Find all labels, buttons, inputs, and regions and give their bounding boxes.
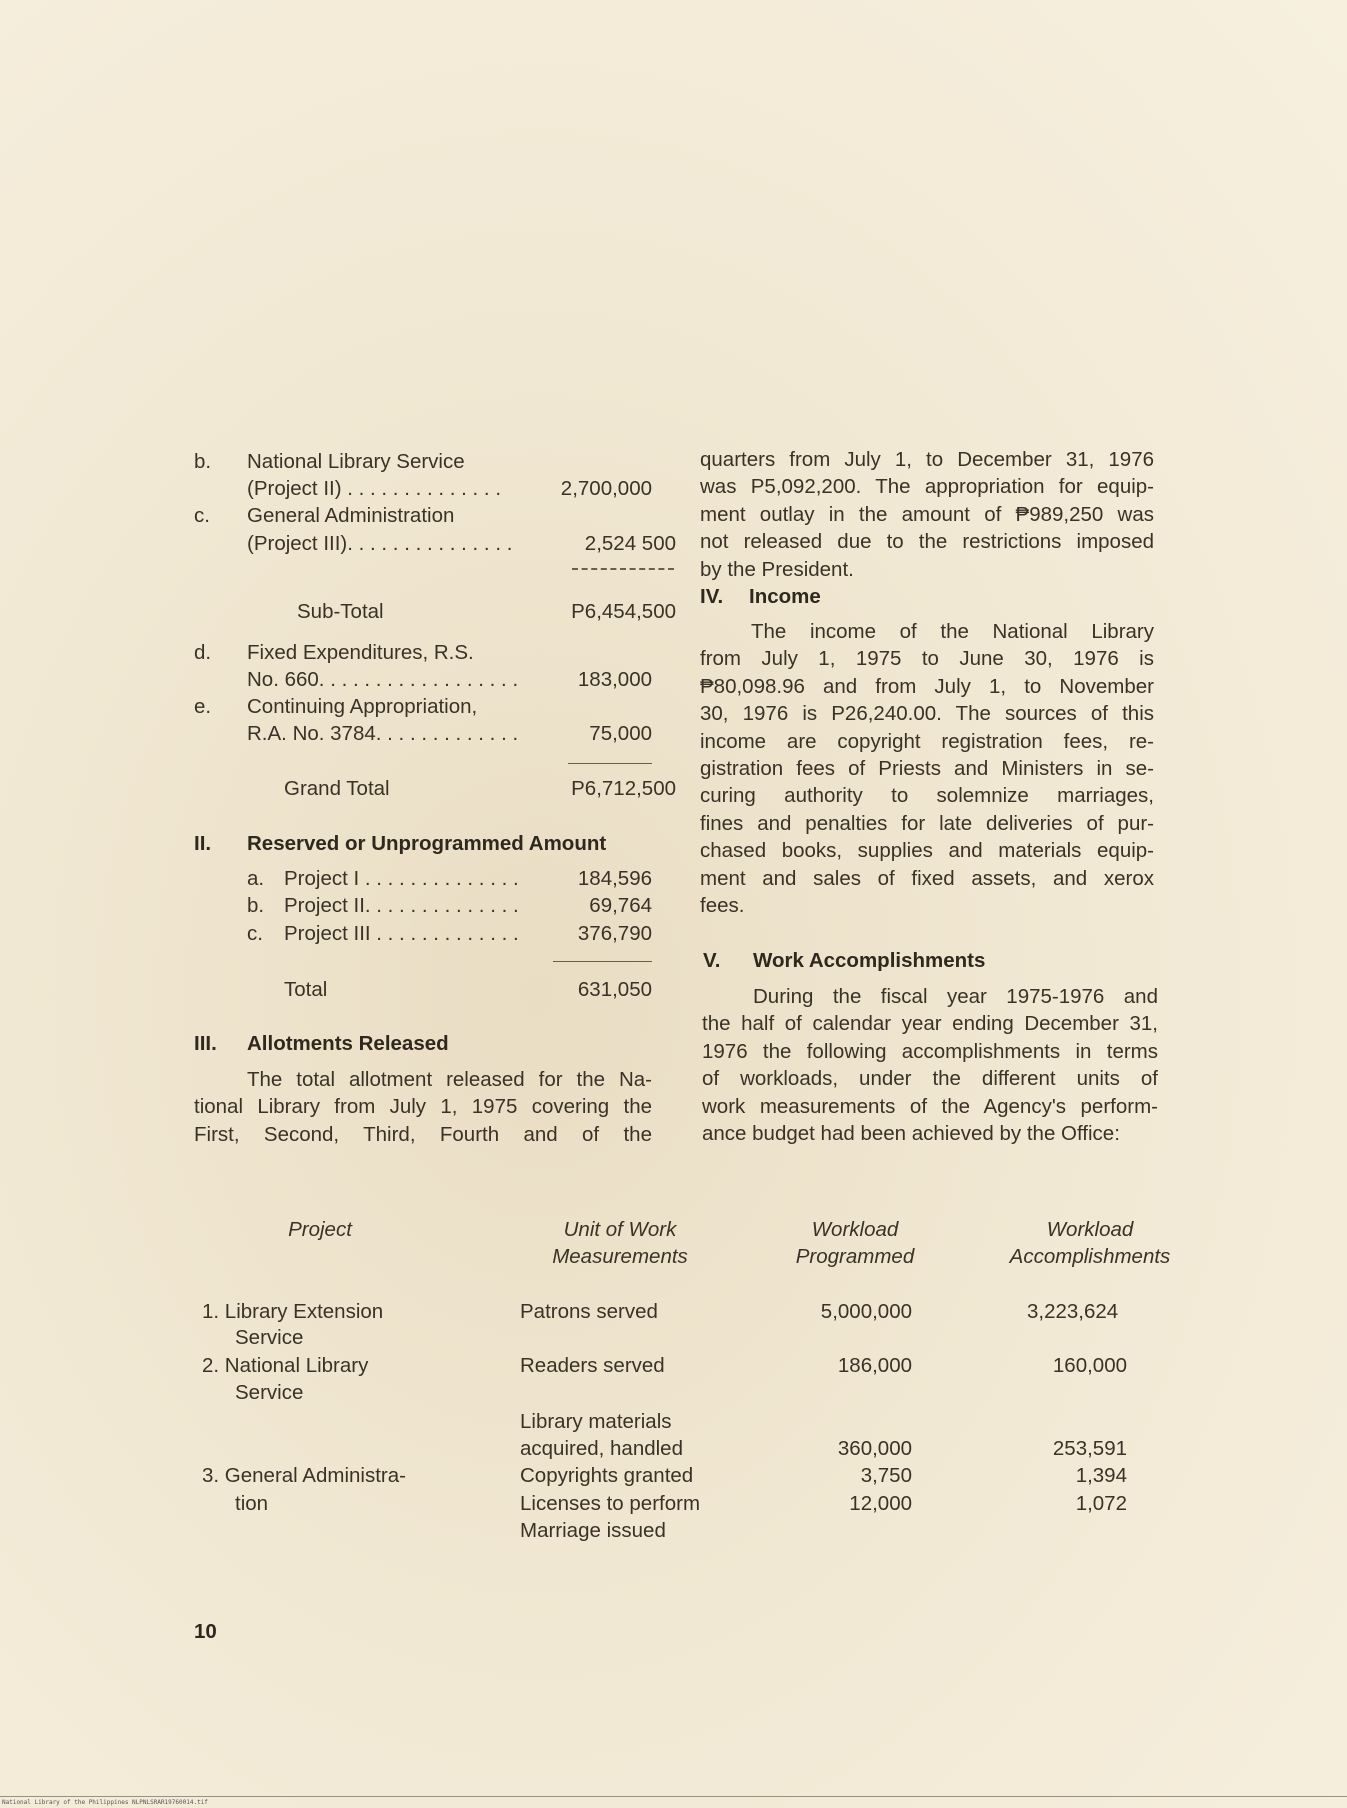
item-amount: 2,524 500 [584, 532, 676, 555]
text-line: The total allotment released for the Na- [247, 1068, 652, 1091]
unit-cell: Readers served [520, 1354, 665, 1377]
text-line: was P5,092,200. The appropriation for equip- [700, 475, 1154, 499]
total-amount: 631,050 [577, 978, 652, 1001]
text-line: fees. [700, 893, 745, 917]
total-label: Total [284, 978, 328, 1001]
project-cell-cont: tion [235, 1492, 269, 1515]
header-programmed-line1: Workload [811, 1218, 899, 1241]
programmed-cell: 12,000 [849, 1492, 912, 1515]
text-line: gistration fees of Priests and Ministers in se- [700, 756, 1154, 780]
item-amount: 2,700,000 [560, 477, 652, 500]
programmed-cell: 3,750 [860, 1464, 912, 1487]
grand-total-amount: P6,712,500 [571, 777, 676, 800]
header-accomplishments-line2: Accomplishments [1009, 1245, 1171, 1268]
item-amount: 75,000 [589, 722, 652, 745]
text-line: of workloads, under the different units of [702, 1067, 1158, 1091]
footer-rule [0, 1796, 1347, 1797]
header-accomplishments-line1: Workload [1046, 1218, 1134, 1241]
text-line: chased books, supplies and materials equip- [700, 839, 1154, 863]
text-line: The income of the National Library [751, 620, 1154, 643]
item-amount: 183,000 [577, 668, 652, 691]
programmed-cell: 360,000 [837, 1437, 912, 1460]
text-line: quarters from July 1, to December 31, 1976 [700, 448, 1154, 471]
text-line: not released due to the restrictions imposed [700, 530, 1154, 554]
text-line: work measurements of the Agency's perform- [702, 1094, 1158, 1118]
text-line: First, Second, Third, Fourth and of the [194, 1122, 652, 1146]
subtotal-amount: P6,454,500 [571, 600, 676, 623]
section-ii-numeral: II. [194, 832, 212, 855]
header-unit-line2: Measurements [552, 1245, 688, 1268]
project-cell: 1. Library Extension [202, 1300, 384, 1323]
text-line: the half of calendar year ending December 31, [702, 1012, 1158, 1036]
section-iii-paragraph [194, 1066, 652, 1148]
accomplished-cell: 253,591 [1052, 1437, 1127, 1460]
section-iv-paragraph [700, 618, 1154, 919]
text-line: fines and penalties for late deliveries of pur- [700, 811, 1154, 835]
header-programmed-line2: Programmed [795, 1245, 915, 1268]
item-amount: 184,596 [577, 867, 652, 890]
text-line: During the fiscal year 1975-1976 and [753, 985, 1158, 1008]
item-label: Project II. . . . . . . . . . . . . . [284, 894, 519, 917]
text-line: ance budget had been achieved by the Office: [702, 1121, 1120, 1145]
item-letter: d. [194, 641, 212, 664]
unit-cell: Copyrights granted [520, 1464, 694, 1487]
item-letter: a. [247, 867, 265, 890]
section-iv-title: Income [749, 585, 821, 608]
programmed-cell: 186,000 [837, 1354, 912, 1377]
text-line: 30, 1976 is P26,240.00. The sources of this [700, 702, 1154, 726]
item-letter: e. [194, 695, 212, 718]
unit-cell: Licenses to perform [520, 1492, 701, 1515]
unit-cell: Patrons served [520, 1300, 658, 1323]
item-label-leader: R.A. No. 3784. . . . . . . . . . . . . [247, 722, 519, 745]
item-letter: c. [194, 504, 210, 527]
text-line: ment outlay in the amount of ₱989,250 was [700, 502, 1154, 526]
item-letter: b. [247, 894, 265, 917]
right-top-paragraph [700, 446, 1154, 583]
scan-footer: National Library of the Philippines NLPNLSRAR19760014.tif [2, 1799, 208, 1806]
project-cell: 3. General Administra- [202, 1464, 406, 1487]
divider [568, 763, 652, 764]
grand-total-label: Grand Total [284, 777, 390, 800]
item-label: National Library Service [247, 450, 465, 473]
divider [553, 961, 652, 962]
unit-cell-cont: acquired, handled [520, 1437, 683, 1460]
item-label: Fixed Expenditures, R.S. [247, 641, 474, 664]
text-line: from July 1, 1975 to June 30, 1976 is [700, 647, 1154, 671]
page-number: 10 [194, 1620, 217, 1643]
item-letter: b. [194, 450, 212, 473]
project-cell: 2. National Library [202, 1354, 369, 1377]
section-iv-numeral: IV. [700, 585, 724, 608]
item-label: General Administration [247, 504, 455, 527]
section-v-numeral: V. [703, 949, 721, 972]
divider [572, 568, 674, 570]
section-v-title: Work Accomplishments [753, 949, 986, 972]
programmed-cell: 5,000,000 [820, 1300, 912, 1323]
item-label-leader: No. 660. . . . . . . . . . . . . . . . . . [247, 668, 519, 691]
item-amount: 376,790 [577, 922, 652, 945]
accomplished-cell: 3,223,624 [1027, 1300, 1119, 1323]
subtotal-label: Sub-Total [297, 600, 384, 623]
accomplished-cell: 1,072 [1075, 1492, 1127, 1515]
section-ii-title: Reserved or Unprogrammed Amount [247, 832, 607, 855]
section-v-paragraph [702, 983, 1158, 1147]
section-iii-numeral: III. [194, 1032, 217, 1055]
item-label: Continuing Appropriation, [247, 695, 478, 718]
text-line: ₱80,098.96 and from July 1, to November [700, 674, 1154, 698]
text-line: curing authority to solemnize marriages, [700, 784, 1154, 808]
text-line: by the President. [700, 557, 854, 581]
accomplished-cell: 1,394 [1075, 1464, 1127, 1487]
item-label-leader: (Project III). . . . . . . . . . . . . . . [247, 532, 513, 555]
text-line: 1976 the following accomplishments in terms [702, 1039, 1158, 1063]
text-line: ment and sales of fixed assets, and xerox [700, 866, 1154, 890]
project-cell-cont: Service [235, 1326, 304, 1349]
item-letter: c. [247, 922, 263, 945]
text-line: income are copyright registration fees, re- [700, 729, 1154, 753]
text-line: tional Library from July 1, 1975 covering the [194, 1095, 652, 1119]
item-amount: 69,764 [589, 894, 652, 917]
item-label-leader: (Project II) . . . . . . . . . . . . . . [247, 477, 502, 500]
item-label: Project I . . . . . . . . . . . . . . [284, 867, 519, 890]
header-unit-line1: Unit of Work [563, 1218, 677, 1241]
unit-cell-cont: Marriage issued [520, 1519, 666, 1542]
accomplished-cell: 160,000 [1052, 1354, 1127, 1377]
section-iii-title: Allotments Released [247, 1032, 449, 1055]
unit-cell: Library materials [520, 1410, 672, 1433]
header-project: Project [288, 1218, 352, 1241]
project-cell-cont: Service [235, 1381, 304, 1404]
item-label: Project III . . . . . . . . . . . . . [284, 922, 519, 945]
